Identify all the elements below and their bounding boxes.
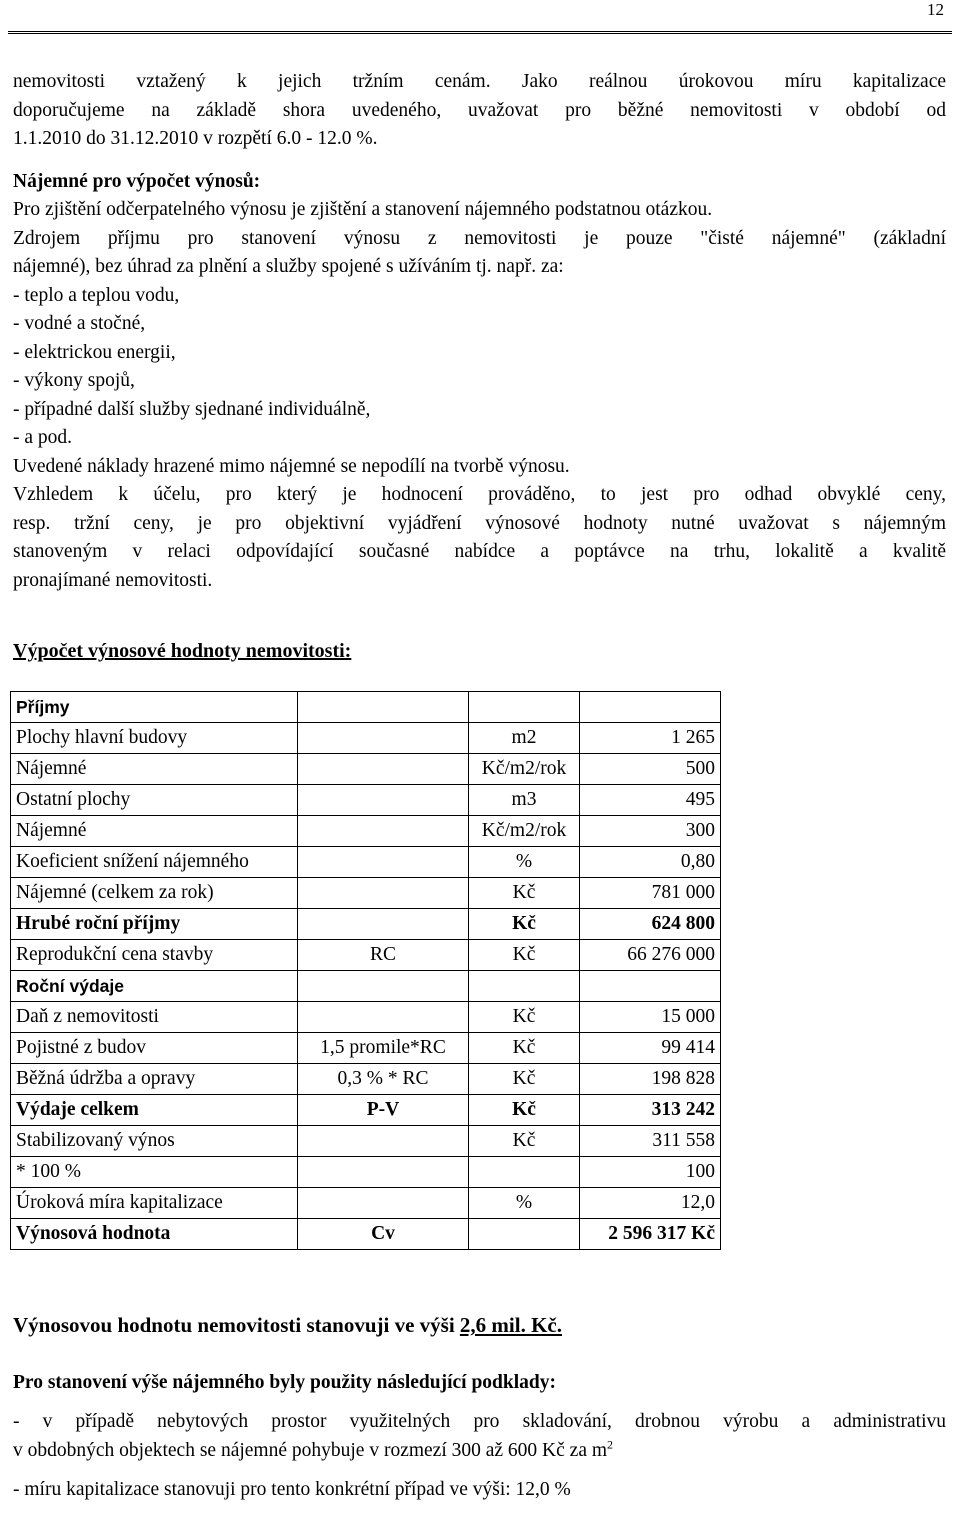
table-row [11,847,721,878]
rent-item: - elektrickou energii, [13,341,176,363]
row-unit: m3 [469,785,580,816]
basis-item-1-line-2: v obdobných objektech se nájemné pohybuje v rozmezí 300 až 600 Kč za m [13,1439,608,1461]
rent-paragraph-3: Uvedené náklady hrazené mimo nájemné se nepodílí na tvorbě výnosu. [13,455,570,477]
row-formula [298,1126,469,1157]
header-rule [8,31,952,34]
conclusion [13,1313,562,1338]
rent-paragraph-1: Pro zjištění odčerpatelného výnosu je zjištění a stanovení nájemného podstatnou otázkou. [13,199,713,220]
row-unit: Kč/m2/rok [469,754,580,785]
row-value: 300 [580,816,721,847]
row-value: 66 276 000 [580,940,721,971]
row-unit: Kč/m2/rok [469,816,580,847]
row-value: 500 [580,754,721,785]
row-unit [469,971,580,1002]
row-formula [298,1188,469,1219]
rent-section-title: Nájemné pro výpočet výnosů: [13,170,261,192]
row-value: 1 265 [580,723,721,754]
row-value [580,971,721,1002]
row-value: 99 414 [580,1033,721,1064]
row-label: Výnosová hodnota [11,1219,298,1250]
row-label: Pojistné z budov [11,1033,298,1064]
row-unit: % [469,1188,580,1219]
row-label: Plochy hlavní budovy [11,723,298,754]
row-label: Výdaje celkem [11,1095,298,1126]
row-formula [298,909,469,940]
row-unit: m2 [469,723,580,754]
row-formula: 0,3 % * RC [298,1064,469,1095]
row-value: 2 596 317 Kč [580,1219,721,1250]
table-row [11,1002,721,1033]
row-value: 624 800 [580,909,721,940]
row-value: 198 828 [580,1064,721,1095]
row-formula [298,878,469,909]
row-label: Hrubé roční příjmy [11,909,298,940]
row-value: 0,80 [580,847,721,878]
row-formula [298,971,469,1002]
table-row [11,909,721,940]
rent-paragraph-2-line-1: Zdrojem příjmu pro stanovení výnosu z nemovitosti je pouze "čisté nájemné" (základní [13,227,946,249]
conclusion-text: Výnosovou hodnotu nemovitosti stanovuji ve výši [13,1313,460,1337]
superscript: 2 [607,1437,614,1451]
table-row [11,1033,721,1064]
rent-paragraph-4-line-3: stanoveným v relaci odpovídající současné nabídce a poptávce na trhu, lokalitě a kvalitě [13,541,946,562]
row-value: 15 000 [580,1002,721,1033]
table-row [11,971,721,1002]
row-formula: 1,5 promile*RC [298,1033,469,1064]
table-row [11,1095,721,1126]
row-unit: Kč [469,909,580,940]
table-row [11,754,721,785]
rent-item: - vodné a stočné, [13,313,146,334]
intro-line-1: nemovitosti vztažený k jejich tržním cenám. Jako reálnou úrokovou míru kapitalizace [13,71,946,92]
table-row [11,1219,721,1250]
table-row [11,723,721,754]
row-label: Koeficient snížení nájemného [11,847,298,878]
row-value: 12,0 [580,1188,721,1219]
row-label: Příjmy [11,692,298,723]
row-label: Nájemné (celkem za rok) [11,878,298,909]
row-formula: RC [298,940,469,971]
rent-item: - výkony spojů, [13,370,135,391]
row-label: Běžná údržba a opravy [11,1064,298,1095]
row-formula: Cv [298,1219,469,1250]
row-formula [298,723,469,754]
basis-item-1 [13,1408,946,1465]
body-text [13,68,946,595]
row-unit: Kč [469,1064,580,1095]
basis-item-2: - míru kapitalizace stanovuji pro tento konkrétní případ ve výši: 12,0 % [13,1479,571,1500]
row-label: Reprodukční cena stavby [11,940,298,971]
table-row [11,1126,721,1157]
basis-item-1-line-2-wrap [13,1437,946,1466]
row-formula [298,754,469,785]
row-label: Ostatní plochy [11,785,298,816]
row-formula [298,1157,469,1188]
rent-paragraph-4-line-2: resp. tržní ceny, je pro objektivní vyjádření výnosové hodnoty nutné uvažovat s nájemným [13,512,946,534]
row-unit: Kč [469,1095,580,1126]
page-number: 12 [927,0,944,19]
row-label: Roční výdaje [11,971,298,1002]
row-unit: Kč [469,1126,580,1157]
row-value: 781 000 [580,878,721,909]
row-formula [298,785,469,816]
row-unit: % [469,847,580,878]
row-value: 311 558 [580,1126,721,1157]
rent-item: - a pod. [13,427,73,448]
row-label: Nájemné [11,816,298,847]
row-formula: P-V [298,1095,469,1126]
table-row [11,1157,721,1188]
table-row [11,1188,721,1219]
row-formula [298,1002,469,1033]
row-formula [298,816,469,847]
row-unit: Kč [469,1002,580,1033]
row-formula [298,692,469,723]
table-row [11,816,721,847]
row-label: Stabilizovaný výnos [11,1126,298,1157]
rent-item: - případné další služby sjednané individuálně, [13,398,371,420]
income-calculation-table [10,691,721,1250]
rent-paragraph-2-line-2: nájemné), bez úhrad za plnění a služby spojené s užíváním tj. např. za: [13,256,564,277]
row-formula [298,847,469,878]
table-row [11,692,721,723]
row-label: Nájemné [11,754,298,785]
row-unit [469,1157,580,1188]
row-value: 100 [580,1157,721,1188]
row-unit: Kč [469,878,580,909]
row-value: 313 242 [580,1095,721,1126]
basis-title: Pro stanovení výše nájemného byly použity následující podklady: [13,1372,557,1393]
row-label: Daň z nemovitosti [11,1002,298,1033]
row-value: 495 [580,785,721,816]
row-unit [469,692,580,723]
table-row [11,940,721,971]
conclusion-amount: 2,6 mil. Kč. [459,1313,562,1337]
rent-paragraph-4-line-4: pronajímané nemovitosti. [13,569,213,591]
row-unit: Kč [469,940,580,971]
intro-line-3: 1.1.2010 do 31.12.2010 v rozpětí 6.0 - 12.0 %. [13,128,378,149]
row-value [580,692,721,723]
intro-line-2: doporučujeme na základě shora uvedeného, uvažovat pro běžné nemovitosti v období od [13,99,946,121]
basis-item-1-line-1: - v případě nebytových prostor využitelných pro skladování, drobnou výrobu a administrativu [13,1411,946,1432]
row-label: * 100 % [11,1157,298,1188]
rent-item: - teplo a teplou vodu, [13,284,180,306]
row-unit [469,1219,580,1250]
rent-paragraph-4-line-1: Vzhledem k účelu, pro který je hodnocení prováděno, to jest pro odhad obvyklé ceny, [13,484,946,505]
table-row [11,785,721,816]
calc-section-title: Výpočet výnosové hodnoty nemovitosti: [13,640,352,662]
table-row [11,1064,721,1095]
row-unit: Kč [469,1033,580,1064]
table-row [11,878,721,909]
row-label: Úroková míra kapitalizace [11,1188,298,1219]
